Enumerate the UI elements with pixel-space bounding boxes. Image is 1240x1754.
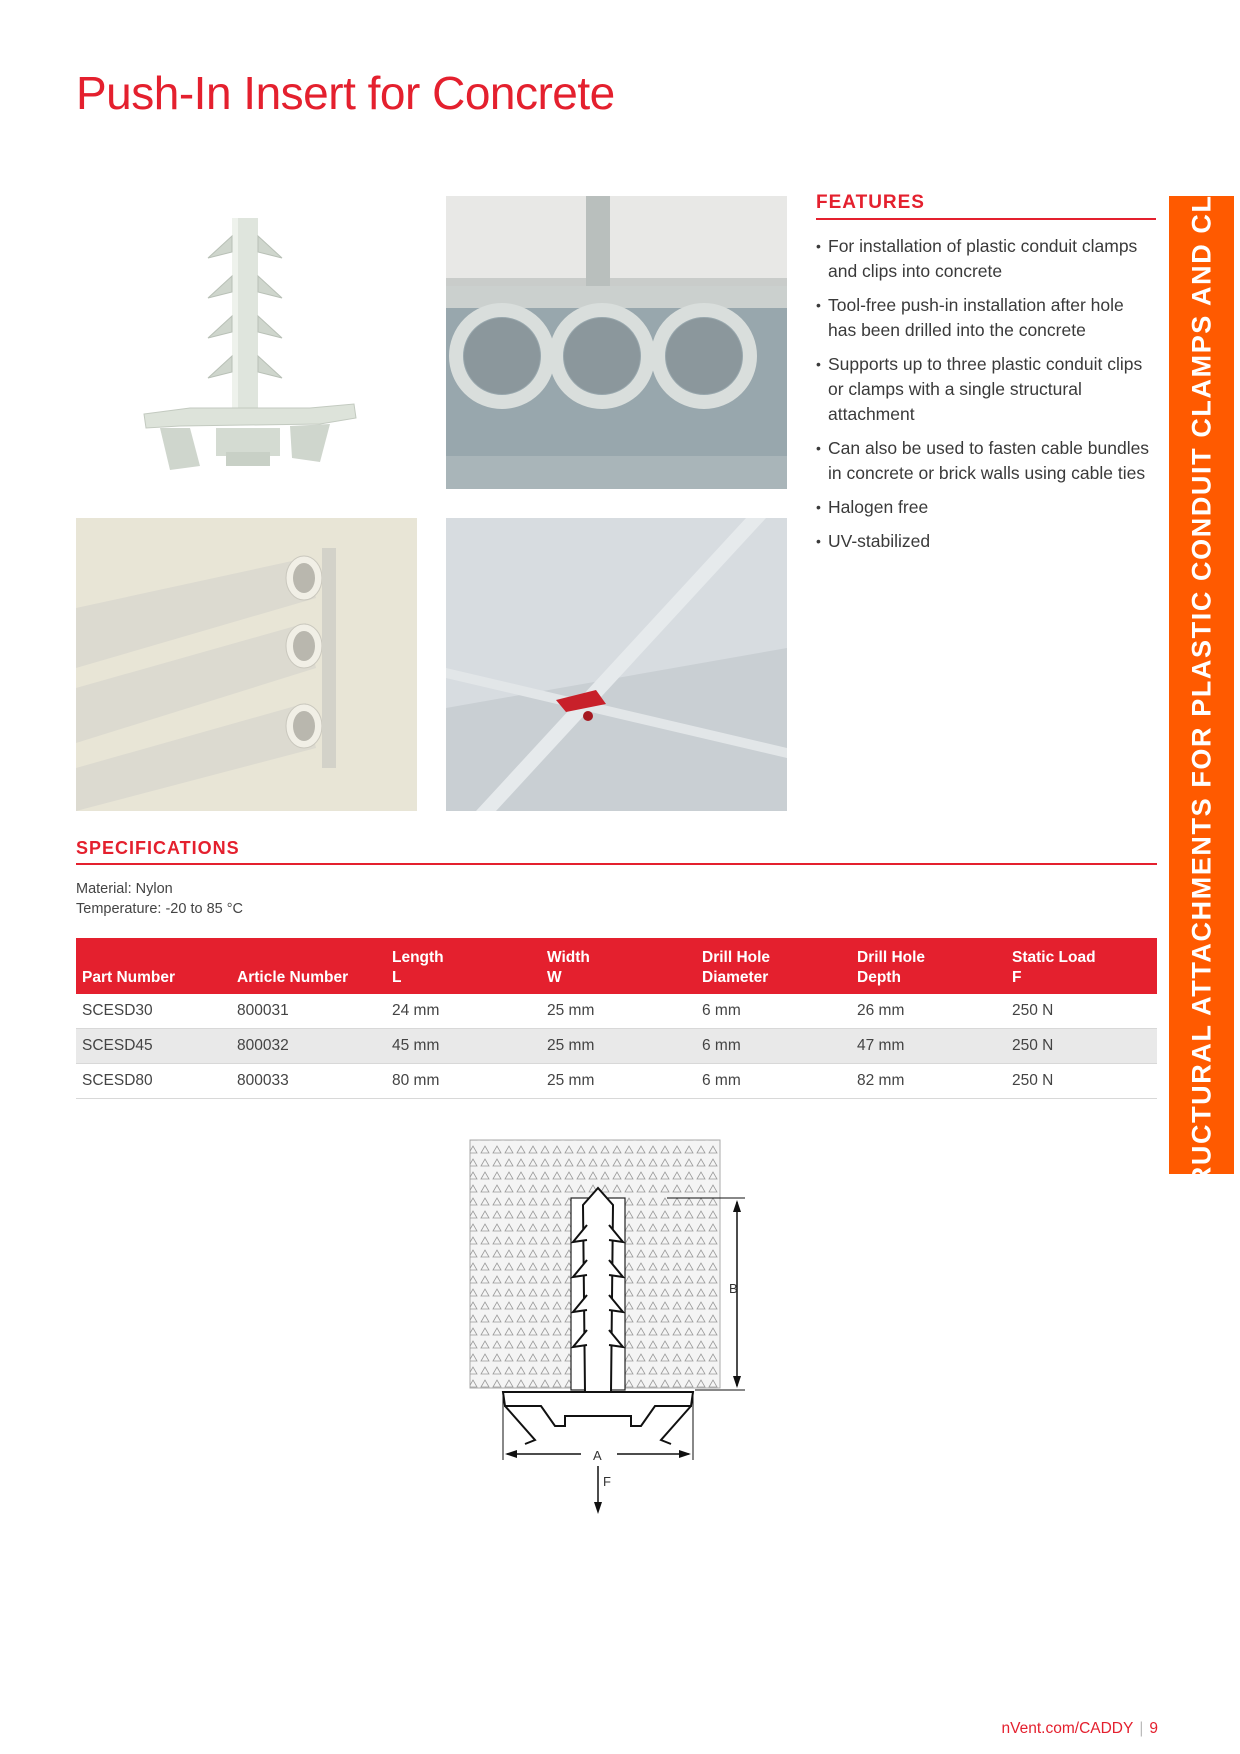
- page-number: 9: [1149, 1720, 1158, 1737]
- table-cell: SCESD30: [76, 994, 231, 1029]
- installation-photo-ceiling: [446, 196, 787, 489]
- footer-separator: |: [1139, 1720, 1144, 1737]
- table-cell: 25 mm: [541, 1064, 696, 1099]
- dimension-b-label: B: [729, 1281, 738, 1296]
- table-row: [76, 1064, 1157, 1099]
- table-header: Length L: [392, 949, 444, 986]
- table-header: Drill Hole Diameter: [702, 949, 771, 986]
- force-f-label: F: [603, 1474, 611, 1489]
- table-header: Part Number: [82, 969, 176, 986]
- features-heading: FEATURES: [816, 192, 1156, 220]
- table-row: [76, 1029, 1157, 1064]
- specifications-section: [76, 838, 1157, 919]
- table-header: Static Load F: [1012, 949, 1096, 986]
- list-item: • Can also be used to fasten cable bundles in concrete or brick walls using cable ties: [816, 436, 1156, 486]
- table-cell: 250 N: [1006, 994, 1157, 1029]
- table-cell: 250 N: [1006, 1064, 1157, 1099]
- table-cell: 250 N: [1006, 1029, 1157, 1064]
- table-cell: 800033: [231, 1064, 386, 1099]
- table-cell: 82 mm: [851, 1064, 1006, 1099]
- footer-site-link[interactable]: nVent.com/CADDY: [1001, 1720, 1134, 1737]
- installation-photo-wall: [76, 518, 417, 811]
- table-cell: 6 mm: [696, 994, 851, 1029]
- table-cell: 800032: [231, 1029, 386, 1064]
- table-cell: 800031: [231, 994, 386, 1029]
- insert-base: [503, 1392, 693, 1426]
- table-cell: 24 mm: [386, 994, 541, 1029]
- list-item: • For installation of plastic conduit clamps and clips into concrete: [816, 234, 1156, 284]
- table-cell: 6 mm: [696, 1064, 851, 1099]
- page-title: Push-In Insert for Concrete: [76, 67, 615, 119]
- sidebar-label: STRUCTURAL ATTACHMENTS FOR PLASTIC CONDUIT CLAMPS AND CLIPS: [1186, 146, 1216, 1224]
- features-section: [816, 192, 1156, 563]
- technical-drawing: [455, 1130, 765, 1520]
- table-cell: 6 mm: [696, 1029, 851, 1064]
- table-cell: 25 mm: [541, 994, 696, 1029]
- installation-photo-conduits: [446, 518, 787, 811]
- table-header-row: [76, 938, 1157, 994]
- specifications-table: [76, 938, 1157, 1099]
- insert-shaft: [583, 1188, 613, 1392]
- list-item: • UV-stabilized: [816, 529, 1156, 554]
- list-item: • Halogen free: [816, 495, 1156, 520]
- page-footer: [1002, 1720, 1158, 1738]
- table-cell: 47 mm: [851, 1029, 1006, 1064]
- list-item: • Tool-free push-in installation after hole has been drilled into the concrete: [816, 293, 1156, 343]
- table-cell: 45 mm: [386, 1029, 541, 1064]
- table-cell: SCESD80: [76, 1064, 231, 1099]
- table-cell: 80 mm: [386, 1064, 541, 1099]
- section-sidebar: [1169, 146, 1234, 1224]
- table-cell: 26 mm: [851, 994, 1006, 1029]
- temperature-line: Temperature: -20 to 85 °C: [76, 901, 243, 917]
- material-line: Material: Nylon: [76, 881, 173, 897]
- features-list: [816, 234, 1156, 554]
- table-cell: 25 mm: [541, 1029, 696, 1064]
- list-item: • Supports up to three plastic conduit clips or clamps with a single structural attachment: [816, 352, 1156, 427]
- table-header: Drill Hole Depth: [857, 949, 926, 986]
- table-row: [76, 994, 1157, 1029]
- dimension-a-label: A: [593, 1448, 602, 1463]
- table-header: Article Number: [237, 969, 349, 986]
- table-cell: SCESD45: [76, 1029, 231, 1064]
- product-photo: [120, 196, 380, 486]
- specifications-heading: SPECIFICATIONS: [76, 838, 1157, 865]
- table-header: Width W: [547, 949, 590, 986]
